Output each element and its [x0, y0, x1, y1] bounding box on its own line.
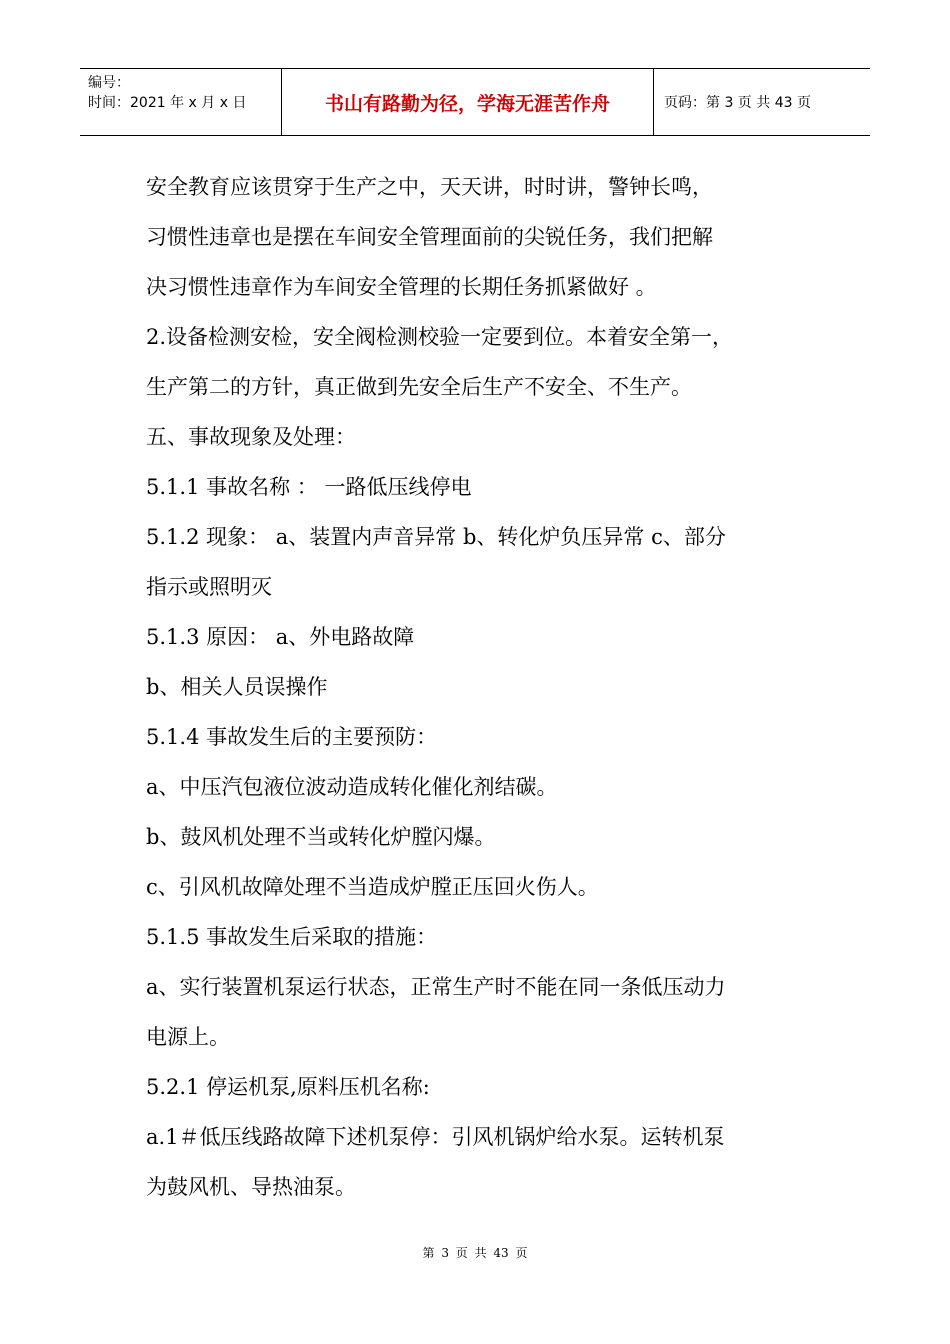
section-heading: 五、事故现象及处理：: [146, 425, 356, 449]
header-page-info: 页码：第 3 页 共 43 页: [664, 95, 811, 111]
body-line: 5.2.1 停运机泵,原料压机名称:: [146, 1075, 430, 1099]
body-line: 5.1.5 事故发生后采取的措施：: [146, 925, 438, 949]
document-number-label: 编号：: [88, 75, 130, 91]
body-line: b、相关人员误操作: [146, 675, 328, 699]
page-footer: 第 3 页 共 43 页: [422, 1246, 528, 1260]
header-motto: 书山有路勤为径，学海无涯苦作舟: [282, 69, 654, 135]
body-line: 习惯性违章也是摆在车间安全管理面前的尖锐任务，我们把解: [146, 225, 713, 249]
document-body: [146, 162, 836, 1212]
body-line: 5.1.2 现象： a、装置内声音异常 b、转化炉负压异常 c、部分: [146, 525, 726, 549]
document-date-label: 时间：2021 年 x 月 x 日: [88, 95, 247, 111]
body-line: a、中压汽包液位波动造成转化催化剂结碳。: [146, 775, 558, 799]
body-line: 电源上。: [146, 1025, 230, 1049]
page-header: [80, 68, 870, 136]
body-line: 安全教育应该贯穿于生产之中，天天讲，时时讲，警钟长鸣，: [146, 175, 713, 199]
body-line: 5.1.1 事故名称 ： 一路低压线停电: [146, 475, 472, 499]
body-line: 生产第二的方针，真正做到先安全后生产不安全、不生产。: [146, 375, 692, 399]
body-line: a、实行装置机泵运行状态，正常生产时不能在同一条低压动力: [146, 975, 726, 999]
header-meta-cell: [80, 69, 282, 135]
body-line: 为鼓风机、导热油泵。: [146, 1175, 356, 1199]
body-line: 5.1.3 原因： a、外电路故障: [146, 625, 415, 649]
body-line: b、鼓风机处理不当或转化炉膛闪爆。: [146, 825, 496, 849]
body-line: c、引风机故障处理不当造成炉膛正压回火伤人。: [146, 875, 599, 899]
body-line: 5.1.4 事故发生后的主要预防：: [146, 725, 438, 749]
body-line: 2.设备检测安检，安全阀检测校验一定要到位。本着安全第一，: [146, 325, 734, 349]
body-line: 决习惯性违章作为车间安全管理的长期任务抓紧做好 。: [146, 275, 657, 299]
body-line: a.1＃低压线路故障下述机泵停：引风机锅炉给水泵。运转机泵: [146, 1125, 725, 1149]
body-line: 指示或照明灭: [146, 575, 272, 599]
